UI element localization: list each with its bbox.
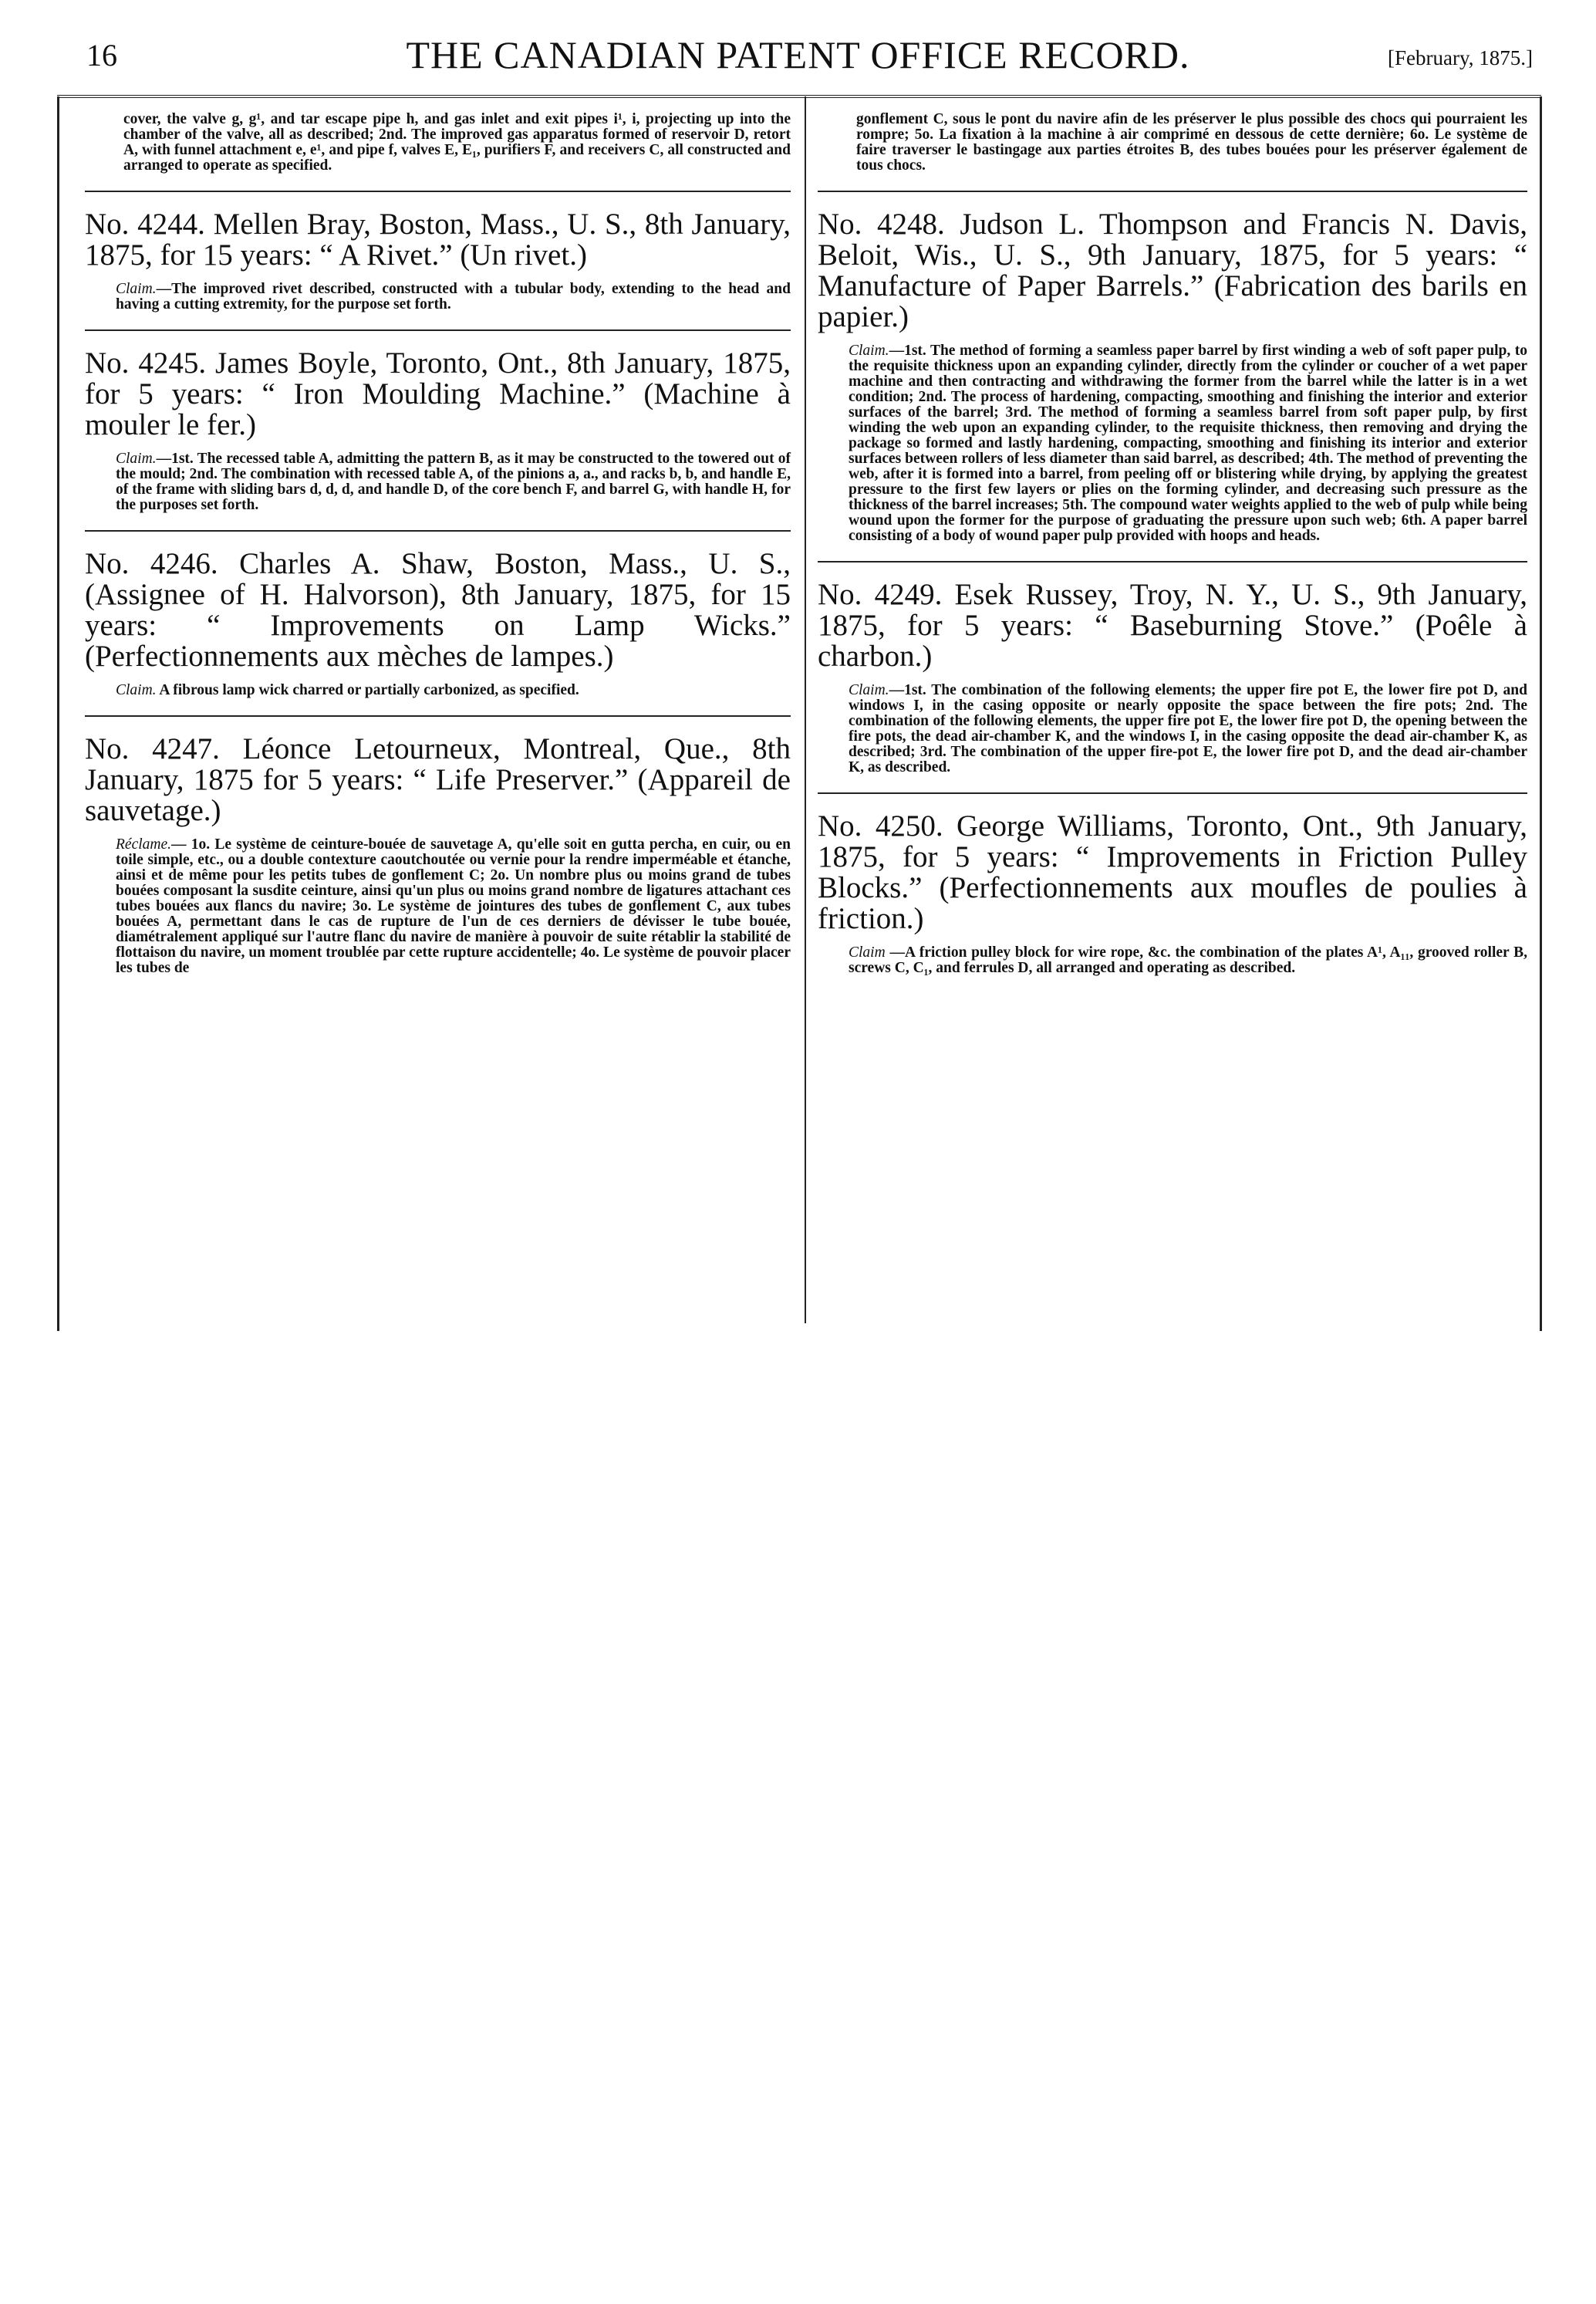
entry-heading: No. 4248. Judson L. Thompson and Francis N. Davis, Beloit, Wis., U. S., 9th January, 1875, for 5 years: “ Manufacture of Paper Barrels.” (Fabrication des barils en papier.) [818,208,1527,333]
claim-body: —1st. The recessed table A, admitting the pattern B, as it may be constructed to the towered out of the mould; 2nd. The combination with recessed table A, of the pinions a, a., and racks b, b, and handle E, of the frame with sliding bars d, d, d, and handle D, of the core bench F, and barrel G, with handle H, for the purposes set forth. [116,451,791,513]
entry-heading: No. 4246. Charles A. Shaw, Boston, Mass., U. S., (Assignee of H. Halvorson), 8th January, 1875, for 15 years: “ Improvements on Lamp Wicks.” (Perfectionnements aux mèches de lampes.) [85,547,791,673]
entry-separator [818,792,1527,794]
claim-label: Claim [849,944,886,961]
entry-separator [818,561,1527,562]
claim-label: Claim. [116,682,157,698]
claim-text [116,837,791,976]
claim-label: Réclame. [116,836,172,853]
claim-text [849,343,1527,544]
entry-heading: No. 4245. James Boyle, Toronto, Ont., 8th January, 1875, for 5 years: “ Iron Moulding Machine.” (Machine à mouler le fer.) [85,346,791,441]
entry-separator [85,329,791,331]
entry-separator [85,191,791,192]
entry-separator [85,715,791,717]
patent-entry-4250 [818,811,1527,976]
entry-heading: No. 4249. Esek Russey, Troy, N. Y., U. S., 9th January, 1875, for 5 years: “ Baseburning Stove.” (Poêle à charbon.) [818,578,1527,673]
entry-separator [818,191,1527,192]
patent-entry-4247 [85,734,791,976]
claim-body: —The improved rivet described, constructed with a tubular body, extending to the head and having a cutting extremity, for the purpose set forth. [116,281,791,312]
claim-label: Claim. [849,682,889,698]
claim-body: A fibrous lamp wick charred or partially carbonized, as specified. [156,682,579,698]
left-column [85,112,791,976]
column-divider [805,96,806,1323]
patent-entry-4246 [85,549,791,698]
journal-title: THE CANADIAN PATENT OFFICE RECORD. [406,33,1190,76]
left-border-rule [57,96,59,1331]
continued-text: cover, the valve g, g¹, and tar escape pipe h, and gas inlet and exit pipes i¹, i, projecting up into the chamber of the valve, all as described; 2nd. The improved gas apparatus formed of reservoir D, retort A, with funnel attachment e, e¹, and pipe f, valves E, E₁, purifiers F, and receivers C, all constructed and arranged to operate as specified. [123,111,791,174]
claim-text [116,451,791,513]
claim-body: —1st. The combination of the following elements; the upper fire pot E, the lower fire pot D, and windows I, in the casing opposite or nearly opposite the space between the fire pots; 2nd. The combination of the following elements, the upper fire pot E, the lower fire pot D, the opening between the fire pots, the dead air-chamber K, and the windows I, in the casing opposite the dead air-chamber K, as described; 3rd. The combination of the upper fire-pot E, the lower fire pot D, and the dead air-chamber K, as described. [849,682,1527,775]
patent-entry-4249 [818,579,1527,775]
page-number: 16 [86,38,117,73]
entry-separator [85,530,791,532]
claim-body: —1st. The method of forming a seamless paper barrel by first winding a web of soft paper pulp, to the requisite thickness upon an expanding cylinder, directly from the cylinder or coucher of a wet paper machine and then contracting and withdrawing the former from the barrel while the latter is in a wet condition; 2nd. The process of hardening, compacting, smoothing and finishing the interior and exterior surfaces of the barrel; 3rd. The method of forming a seamless barrel from soft paper pulp, by first winding the web upon an expanding cylinder, to the requisite thickness, then removing and drying the package so formed and lastly hardening, compacting, smoothing and finishing its interior and exterior surfaces between rollers of less diameter than said barrel, as described; 4th. The method of preventing the web, after it is formed into a barrel, from peeling off or blistering while drying, by applying the greatest pressure to the first few layers or plies on the forming cylinder, and decreasing such pressure as the thickness of the barrel increases; 5th. The compound water weights applied to the web of pulp while being wound upon the former for the purpose of graduating the pressure upon such web; 6th. A paper barrel consisting of a body of wound paper pulp provided with hoops and heads. [849,343,1527,544]
claim-text [849,945,1527,976]
page-header [0,0,1596,96]
entry-heading: No. 4247. Léonce Letourneux, Montreal, Que., 8th January, 1875 for 5 years: “ Life Preserver.” (Appareil de sauvetage.) [85,732,791,827]
top-rule [57,95,1541,98]
issue-date: [February, 1875.] [1388,46,1533,69]
right-column [818,112,1527,976]
claim-label: Claim. [849,343,889,359]
patent-entry-4244 [85,209,791,312]
entry-heading: No. 4244. Mellen Bray, Boston, Mass., U. S., 8th January, 1875, for 15 years: “ A Rivet.” (Un rivet.) [85,208,791,272]
entry-heading: No. 4250. George Williams, Toronto, Ont., 9th January, 1875, for 5 years: “ Improvements in Friction Pulley Blocks.” (Perfectionnements aux moufles de poulies à friction.) [818,809,1527,935]
claim-text [849,683,1527,775]
patent-entry-4248 [818,209,1527,544]
claim-text [116,282,791,312]
patent-entry-4245 [85,348,791,513]
claim-label: Claim. [116,451,157,467]
claim-text [116,683,791,698]
claim-label: Claim. [116,281,157,297]
claim-body: — 1o. Le système de ceinture-bouée de sauvetage A, qu'elle soit en gutta percha, en cuir, ou en toile simple, etc., ou a double contexture caoutchoutée ou vernie pour la rendre imperméable et étanche, ainsi et de même pour les petits tubes de gonflement C; 2o. Un nombre plus ou moins grand de tubes bouées composant la susdite ceinture, ainsi qu'un plus ou moins grand nombre de ligatures attachant ces tubes bouées aux flancs du navire; 3o. Le système de jointures des tubes de gonflement C, aux tubes bouées A, permettant dans le cas de rupture de l'un de ces derniers de dévisser le tube bouée, diamétralement appliqué sur l'autre flanc du navire de manière à pouvoir de suite rétablir la stabilité de flottaison du navire, un moment troublée par cette rupture accidentelle; 4o. Le système de pouvoir placer les tubes de [116,836,791,976]
continued-text: gonflement C, sous le pont du navire afin de les préserver le plus possible des chocs qui pourraient les rompre; 5o. La fixation à la machine à air comprimé en dessous de cette dernière; 6o. Le système de faire traverser le bastingage aux parties étroites B, des tubes bouées pour les préserver également de tous chocs. [856,111,1527,174]
right-border-rule [1540,96,1542,1331]
claim-body: —A friction pulley block for wire rope, &c. the combination of the plates A¹, A₁₁, grooved roller B, screws C, C₁, and ferrules D, all arranged and operating as described. [849,944,1527,976]
